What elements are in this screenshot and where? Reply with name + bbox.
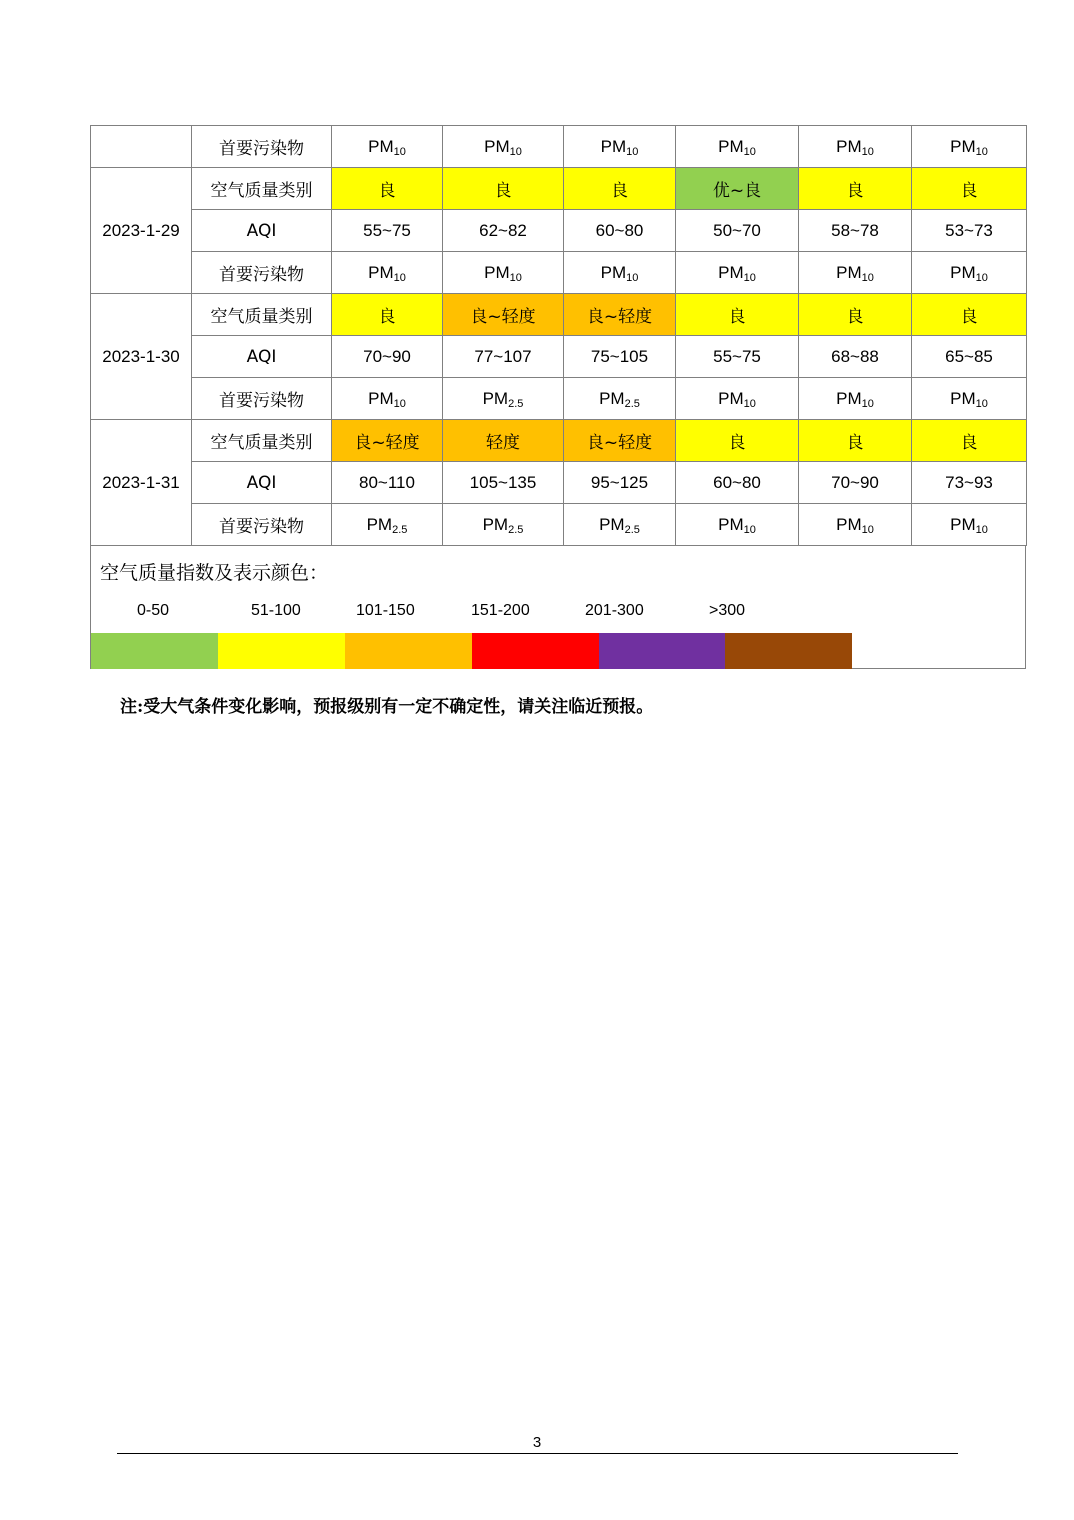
pollutant-cell: $PM_{2.5}$ [332, 504, 443, 546]
aqi-cell: 53~73 [912, 210, 1027, 252]
category-label: 空气质量类别 [192, 168, 332, 210]
aqi-cell: 95~125 [564, 462, 676, 504]
pollutant-cell: $PM_{10}$ [443, 126, 564, 168]
aqi-cell: 58~78 [799, 210, 912, 252]
pollutant-cell: $PM_{10}$ [564, 252, 676, 294]
aqi-cell: 77~107 [443, 336, 564, 378]
table-row [91, 462, 1027, 504]
aqi-cell: 65~85 [912, 336, 1027, 378]
category-cell: 良 [912, 420, 1027, 462]
pollutant-cell: $PM_{10}$ [676, 126, 799, 168]
date-cell: 2023-1-31 [91, 420, 192, 546]
pollutant-cell: $PM_{10}$ [799, 252, 912, 294]
table-row [91, 378, 1027, 420]
category-cell: 良~轻度 [443, 294, 564, 336]
legend-range: 101-150 [356, 602, 415, 619]
forecast-table-body [91, 126, 1027, 546]
aqi-cell: 75~105 [564, 336, 676, 378]
category-cell: 轻度 [443, 420, 564, 462]
pollutant-cell: $PM_{10}$ [332, 126, 443, 168]
table-row [91, 294, 1027, 336]
pollutant-cell: $PM_{10}$ [912, 378, 1027, 420]
pollutant-cell: $PM_{10}$ [676, 504, 799, 546]
legend-swatch [599, 633, 725, 669]
category-cell: 良 [332, 168, 443, 210]
legend-title: 空气质量指数及表示颜色： [100, 562, 329, 584]
legend-swatch [725, 633, 852, 669]
page-number: 3 [532, 1434, 542, 1451]
aqi-cell: 80~110 [332, 462, 443, 504]
aqi-cell: 68~88 [799, 336, 912, 378]
legend-range: >300 [709, 602, 746, 619]
aqi-cell: 105~135 [443, 462, 564, 504]
category-cell: 良~轻度 [564, 294, 676, 336]
table-row [91, 210, 1027, 252]
pollutant-label: 首要污染物 [192, 378, 332, 420]
table-row [91, 252, 1027, 294]
category-cell: 良 [912, 294, 1027, 336]
aqi-cell: 70~90 [332, 336, 443, 378]
date-cell: 2023-1-30 [91, 294, 192, 420]
forecast-table [90, 125, 1027, 546]
table-row [91, 420, 1027, 462]
aqi-color-legend [90, 545, 1026, 669]
aqi-cell: 60~80 [564, 210, 676, 252]
legend-swatch [345, 633, 472, 669]
aqi-label: AQI [192, 462, 332, 504]
pollutant-label: 首要污染物 [192, 252, 332, 294]
pollutant-cell: $PM_{10}$ [912, 504, 1027, 546]
category-cell: 良 [676, 420, 799, 462]
category-label: 空气质量类别 [192, 420, 332, 462]
table-row [91, 504, 1027, 546]
category-cell: 良 [799, 420, 912, 462]
category-cell: 良 [332, 294, 443, 336]
category-cell: 良 [799, 168, 912, 210]
pollutant-cell: $PM_{10}$ [799, 504, 912, 546]
category-label: 空气质量类别 [192, 294, 332, 336]
legend-range: 151-200 [471, 602, 530, 619]
aqi-cell: 70~90 [799, 462, 912, 504]
category-cell: 良 [912, 168, 1027, 210]
pollutant-cell: $PM_{10}$ [564, 126, 676, 168]
pollutant-cell: $PM_{2.5}$ [443, 504, 564, 546]
aqi-cell: 55~75 [676, 336, 799, 378]
table-row [91, 336, 1027, 378]
legend-range: 201-300 [585, 602, 644, 619]
pollutant-cell: $PM_{10}$ [676, 252, 799, 294]
footer-divider [117, 1453, 958, 1454]
date-cell: 2023-1-29 [91, 168, 192, 294]
aqi-label: AQI [192, 336, 332, 378]
pollutant-cell: $PM_{10}$ [443, 252, 564, 294]
category-cell: 良~轻度 [332, 420, 443, 462]
pollutant-cell: $PM_{2.5}$ [564, 504, 676, 546]
pollutant-cell: $PM_{10}$ [332, 252, 443, 294]
pollutant-cell: $PM_{10}$ [799, 126, 912, 168]
pollutant-cell: $PM_{10}$ [912, 126, 1027, 168]
pollutant-cell: $PM_{10}$ [676, 378, 799, 420]
pollutant-cell: $PM_{10}$ [912, 252, 1027, 294]
category-cell: 良 [676, 294, 799, 336]
table-row [91, 168, 1027, 210]
category-cell: 良 [564, 168, 676, 210]
date-cell [91, 126, 192, 168]
category-cell: 良 [799, 294, 912, 336]
legend-range: 51-100 [251, 602, 301, 619]
pollutant-cell: $PM_{2.5}$ [564, 378, 676, 420]
legend-swatch [472, 633, 599, 669]
pollutant-cell: $PM_{10}$ [799, 378, 912, 420]
pollutant-cell: $PM_{10}$ [332, 378, 443, 420]
aqi-cell: 55~75 [332, 210, 443, 252]
category-cell: 良 [443, 168, 564, 210]
pollutant-cell: $PM_{2.5}$ [443, 378, 564, 420]
category-cell: 良~轻度 [564, 420, 676, 462]
aqi-label: AQI [192, 210, 332, 252]
legend-swatch [218, 633, 345, 669]
pollutant-label: 首要污染物 [192, 504, 332, 546]
category-cell: 优~良 [676, 168, 799, 210]
aqi-cell: 62~82 [443, 210, 564, 252]
pollutant-label: 首要污染物 [192, 126, 332, 168]
aqi-cell: 50~70 [676, 210, 799, 252]
table-row [91, 126, 1027, 168]
legend-swatch [91, 633, 218, 669]
forecast-note: 注:受大气条件变化影响，预报级别有一定不确定性，请关注临近预报。 [120, 697, 654, 717]
aqi-cell: 60~80 [676, 462, 799, 504]
aqi-cell: 73~93 [912, 462, 1027, 504]
legend-range: 0-50 [137, 602, 170, 619]
forecast-table-wrapper [90, 125, 1026, 669]
